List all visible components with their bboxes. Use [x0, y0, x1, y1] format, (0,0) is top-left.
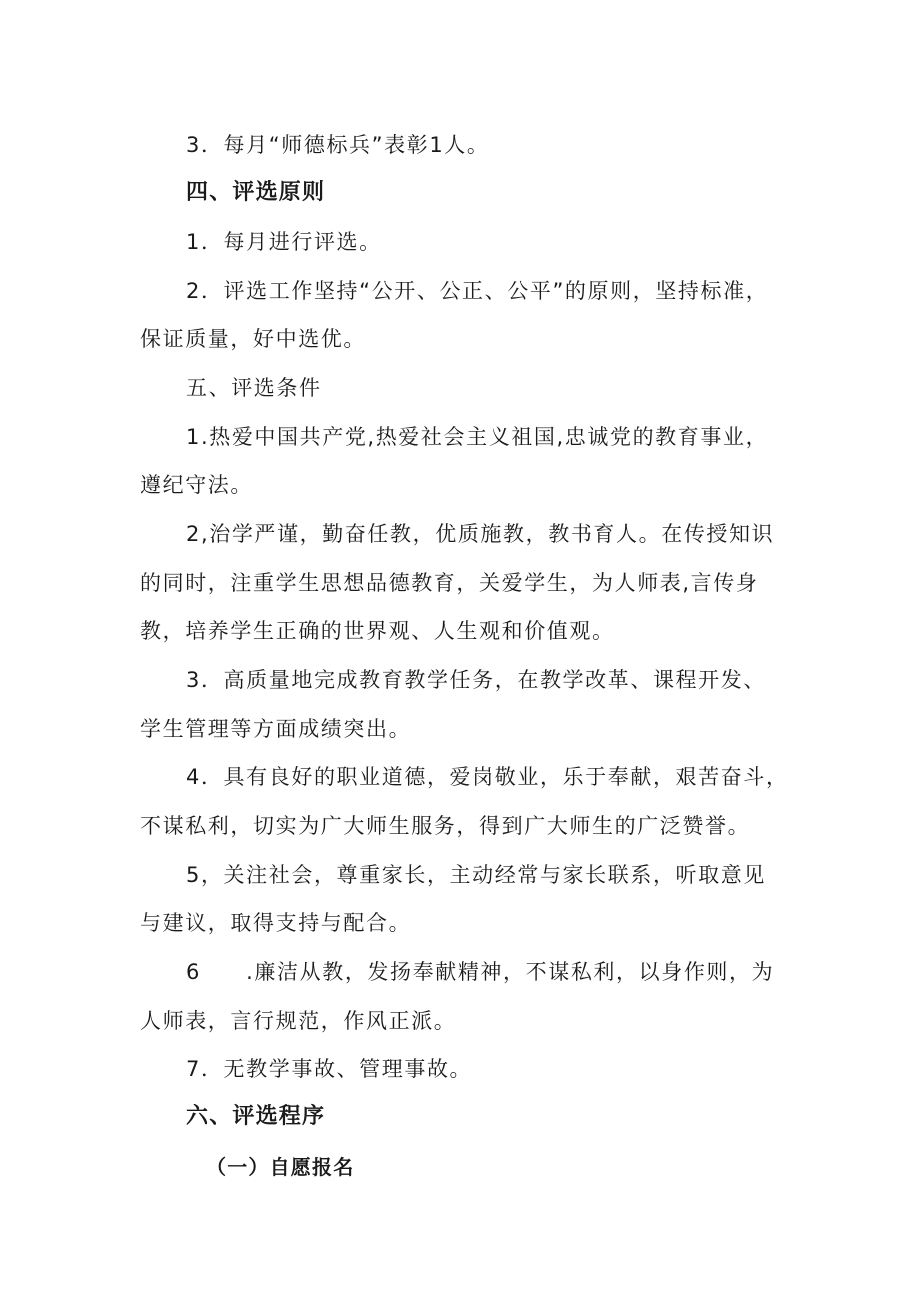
principle-1: 1．每月进行评选。 — [186, 230, 382, 254]
condition-6-line-1: 6 .廉洁从教，发扬奉献精神，不谋私利，以身作则，为 — [186, 960, 775, 984]
condition-4-line-2: 不谋私利，切实为广大师生服务，得到广大师生的广泛赞誉。 — [140, 814, 751, 838]
condition-5-line-1: 5，关注社会，尊重家长，主动经常与家长联系，听取意见 — [186, 863, 766, 887]
item-3-commendation: 3．每月“师德标兵”表彰1人。 — [186, 133, 490, 157]
condition-1-line-1: 1.热爱中国共产党,热爱社会主义祖国,忠诚党的教育事业， — [186, 425, 769, 449]
subsection-heading-1: （一）自愿报名 — [206, 1155, 355, 1179]
section-heading-6: 六、评选程序 — [186, 1104, 326, 1129]
section-heading-5: 五、评选条件 — [186, 376, 322, 400]
condition-7: 7．无教学事故、管理事故。 — [186, 1057, 473, 1081]
principle-2-line-1: 2．评选工作坚持“公开、公正、公平”的原则，坚持标准， — [186, 279, 769, 303]
condition-3-line-2: 学生管理等方面成绩突出。 — [140, 717, 412, 741]
section-heading-4: 四、评选原则 — [186, 180, 326, 205]
condition-6-line-2: 人师表，言行规范，作风正派。 — [140, 1009, 457, 1033]
condition-3-line-1: 3．高质量地完成教育教学任务，在教学改革、课程开发、 — [186, 668, 766, 692]
principle-2-line-2: 保证质量，好中选优。 — [140, 327, 366, 351]
condition-2-line-2: 的同时，注重学生思想品德教育，关爱学生，为人师表,言传身 — [140, 571, 759, 595]
condition-4-line-1: 4．具有良好的职业道德，爱岗敬业，乐于奉献，艰苦奋斗， — [186, 765, 789, 789]
condition-2-line-1: 2,治学严谨，勤奋任教，优质施教，教书育人。在传授知识 — [186, 522, 775, 546]
condition-2-line-3: 教，培养学生正确的世界观、人生观和价值观。 — [140, 619, 615, 643]
condition-1-line-2: 遵纪守法。 — [140, 473, 253, 497]
condition-5-line-2: 与建议，取得支持与配合。 — [140, 911, 412, 935]
